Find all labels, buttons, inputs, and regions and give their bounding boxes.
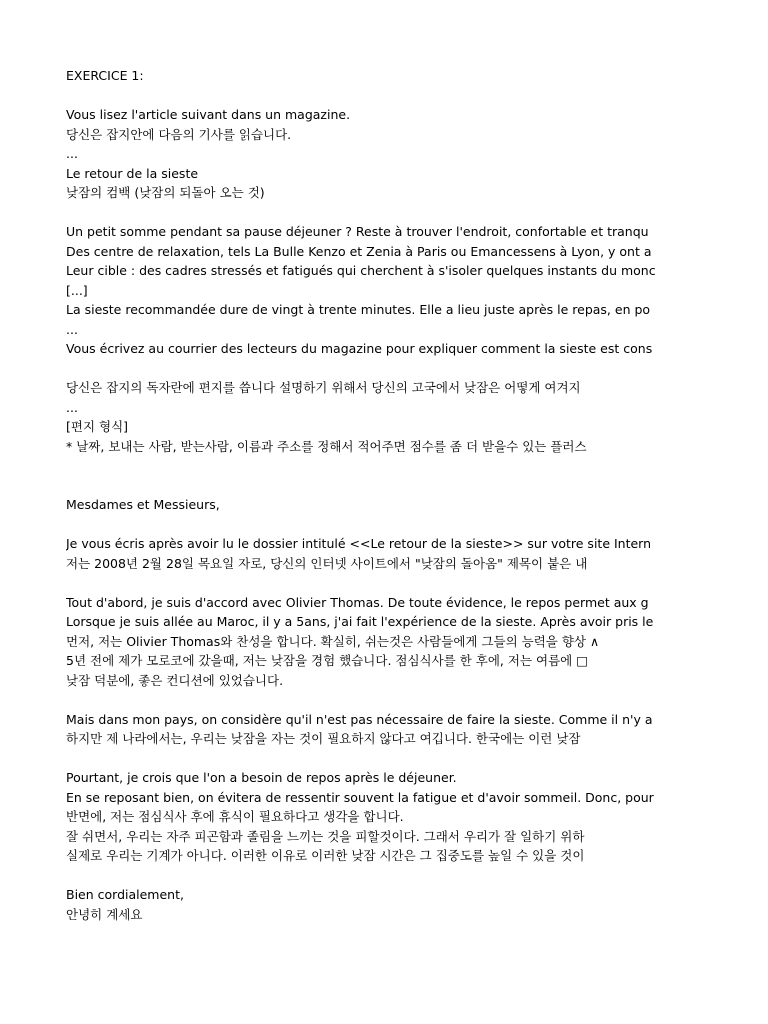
text-line: En se reposant bien, on évitera de ressentir souvent la fatigue et d'avoir sommeil. Donc, pour [66, 789, 654, 805]
blank-line [66, 866, 672, 886]
text-line: 낮잠 덕분에, 좋은 컨디션에 있었습니다. [66, 672, 284, 688]
text-line: 반면에, 저는 점심식사 후에 휴식이 필요하다고 생각을 합니다. [66, 809, 404, 824]
text-line: Tout d'abord, je suis d'accord avec Olivier Thomas. De toute évidence, le repos permet aux g [66, 594, 649, 610]
text-line: Pourtant, je crois que l'on a besoin de repos après le déjeuner. [66, 770, 457, 785]
text-line: 5년 전에 제가 모로코에 갔을때, 저는 낮잠을 경험 했습니다. 점심식사를 한 후에, 저는 여름에 □ [66, 653, 589, 668]
text-line: 먼저, 저는 Olivier Thomas와 찬성을 합니다. 확실히, 쉬는것은 사람들에게 그들의 능력을 향상 ∧ [66, 633, 600, 649]
text-line: 잘 쉬면서, 우리는 자주 피곤함과 졸림을 느끼는 것을 피할것이다. 그래서 우리가 잘 일하기 위하 [66, 828, 585, 844]
text-line: 당신은 잡지의 독자란에 편지를 씁니다 설명하기 위해서 당신의 고국에서 낮잠은 어떻게 여겨지 [66, 380, 581, 395]
text-line: 저는 2008년 2월 28일 목요일 자로, 당신의 인터넷 사이트에서 "낮잠의 돌아옴" 제목이 붙은 내 [66, 555, 588, 571]
text-line: * 날짜, 보내는 사람, 받는사람, 이름과 주소를 정해서 적어주면 점수를 좀 더 받을수 있는 플러스 [66, 438, 587, 454]
document-page [66, 66, 672, 924]
blank-line [66, 203, 672, 223]
text-line: Des centre de relaxation, tels La Bulle Kenzo et Zenia à Paris ou Emancessens à Lyon, y ont a [66, 243, 652, 259]
text-line: 당신은 잡지안에 다음의 기사를 읽습니다. [66, 126, 292, 142]
text-line: Je vous écris après avoir lu le dossier intitulé <<Le retour de la sieste>> sur votre site Intern [66, 536, 652, 551]
text-line: Mais dans mon pays, on considère qu'il n'est pas nécessaire de faire la sieste. Comme il n'y a [66, 711, 653, 727]
text-line: Un petit somme pendant sa pause déjeuner ? Reste à trouver l'endroit, confortable et tranqu [66, 224, 649, 239]
text-line: Lorsque je suis allée au Maroc, il y a 5ans, j'ai fait l'expérience de la sieste. Après avoir pris le [66, 614, 654, 629]
text-line: Mesdames et Messieurs, [66, 497, 220, 512]
text-line: Bien cordialement, [66, 887, 184, 902]
text-line: Leur cible : des cadres stressés et fatigués qui cherchent à s'isoler quelques instants du monc [66, 263, 656, 278]
text-line: La sieste recommandée dure de vingt à trente minutes. Elle a lieu juste après le repas, en po [66, 302, 651, 317]
blank-line [66, 690, 672, 710]
text-line: Vous lisez l'article suivant dans un magazine. [66, 107, 351, 122]
text-line: 하지만 제 나라에서는, 우리는 낮잠을 자는 것이 필요하지 않다고 여깁니다. 한국에는 이런 낮잠 [66, 731, 581, 746]
blank-line [66, 476, 672, 496]
blank-line [66, 86, 672, 106]
text-line: 낮잠의 컴백 (낮잠의 되돌아 오는 것) [66, 185, 265, 200]
blank-line [66, 456, 672, 476]
text-line: [편지 형식] [66, 419, 129, 434]
text-line: EXERCICE 1: [66, 68, 144, 83]
text-line: ... [66, 321, 78, 337]
text-line: [...] [66, 282, 88, 298]
text-line: Le retour de la sieste [66, 165, 199, 181]
text-line: 실제로 우리는 기계가 아니다. 이러한 이유로 이러한 낮잠 시간은 그 집중도를 높일 수 있을 것이 [66, 848, 585, 863]
blank-line [66, 359, 672, 379]
text-line: 안녕히 계세요 [66, 906, 143, 922]
blank-line [66, 749, 672, 769]
text-line: ... [66, 399, 78, 415]
blank-line [66, 515, 672, 535]
blank-line [66, 573, 672, 593]
text-line: Vous écrivez au courrier des lecteurs du magazine pour expliquer comment la sieste est cons [66, 341, 653, 356]
text-line: ... [66, 146, 78, 161]
